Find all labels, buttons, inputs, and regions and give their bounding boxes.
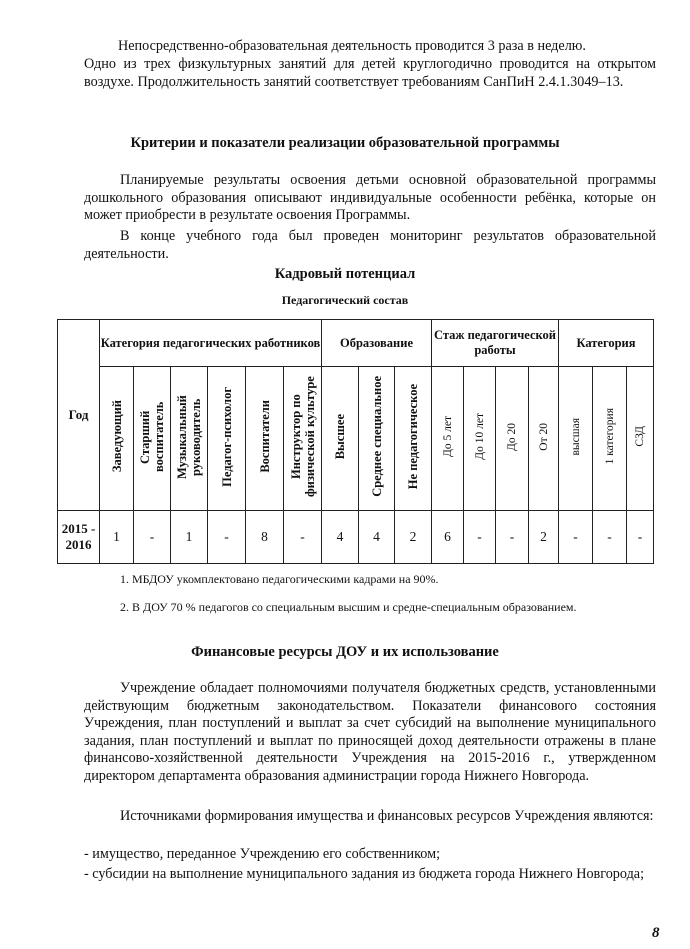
table-cell: - <box>208 511 246 564</box>
table-cell: - <box>464 511 496 564</box>
table-cell: 8 <box>246 511 284 564</box>
table-cell: 2 <box>529 511 559 564</box>
staff-table <box>57 319 654 564</box>
staff-note-1: 1. МБДОУ укомплектовано педагогическими кадрами на 90%. <box>120 572 439 586</box>
staff-subheading: Педагогический состав <box>281 293 409 307</box>
criteria-heading: Критерии и показатели реализации образовательной программы <box>130 135 560 151</box>
col-psychologist: Педагог-психолог <box>208 367 246 511</box>
col-pe-instructor: Инструктор по физической культуре <box>284 367 322 511</box>
group-experience: Стаж педагогической работы <box>432 320 559 367</box>
intro-paragraph: Одно из трех физкультурных занятий для детей круглогодично проводится на открытом воздухе. Продолжительность занятий соответствует требованиям СанПиН 2.4.1.3049–13. <box>84 56 656 90</box>
finance-list-item-1: - имущество, переданное Учреждению его собственником; <box>84 846 441 862</box>
finance-paragraph-2: Источниками формирования имущества и финансовых ресурсов Учреждения являются: <box>120 808 654 824</box>
table-cell: - <box>134 511 171 564</box>
col-first-category: 1 категория <box>593 367 627 511</box>
row-year: 2015 - 2016 <box>58 511 100 564</box>
table-cell: 4 <box>322 511 359 564</box>
col-teachers: Воспитатели <box>246 367 284 511</box>
criteria-paragraph-2: В конце учебного года был проведен мониторинг результатов образовательной деятельности. <box>84 228 656 262</box>
year-header: Год <box>58 320 100 511</box>
table-cell: - <box>627 511 654 564</box>
intro-first-line: Непосредственно-образовательная деятельность проводится 3 раза в неделю. <box>118 38 586 54</box>
criteria-paragraph-1: Планируемые результаты освоения детьми основной образовательной программы дошкольного образования описывают индивидуальные особенности ребёнка, которые он может приобрести в результате освоения Программы. <box>84 172 656 224</box>
finance-paragraph-1: Учреждение обладает полномочиями получателя бюджетных средств, установленными действующим бюджетным законодательством. Показатели финансового состояния Учреждения, план поступлений и выплат за счет субсидий на выполнение муниципального задания, план поступлений и выплат по приносящей доход деятельности отражены в плане финансово-хозяйственной деятельности Учреждения на 2015-2016 г., утвержденном директором департамента образования администрации города Нижнего Новгорода. <box>84 680 656 784</box>
finance-list-item-2: - субсидии на выполнение муниципального задания из бюджета города Нижнего Новгорода; <box>84 866 645 882</box>
staff-note-2: 2. В ДОУ 70 % педагогов со специальным высшим и средне-специальным образованием. <box>120 600 577 614</box>
col-under-10-years: До 10 лет <box>464 367 496 511</box>
group-category-workers: Категория педагогических работников <box>100 320 322 367</box>
group-category: Категория <box>559 320 654 367</box>
table-cell: 1 <box>100 511 134 564</box>
col-szd: СЗД <box>627 367 654 511</box>
table-cell: 4 <box>359 511 395 564</box>
col-music-director: Музыкальный руководитель <box>171 367 208 511</box>
col-head: Заведующий <box>100 367 134 511</box>
col-under-20-years: До 20 <box>496 367 529 511</box>
page-number: 8 <box>652 925 660 941</box>
table-cell: 6 <box>432 511 464 564</box>
table-cell: - <box>593 511 627 564</box>
table-cell: - <box>496 511 529 564</box>
table-cell: 2 <box>395 511 432 564</box>
group-education: Образование <box>322 320 432 367</box>
col-secondary-special: Среднее специальное <box>359 367 395 511</box>
table-cell: - <box>559 511 593 564</box>
table-cell: - <box>284 511 322 564</box>
table-cell: 1 <box>171 511 208 564</box>
col-highest-category: высшая <box>559 367 593 511</box>
col-non-pedagogical: Не педагогическое <box>395 367 432 511</box>
col-higher-education: Высшее <box>322 367 359 511</box>
col-from-20-years: От 20 <box>529 367 559 511</box>
col-senior-teacher: Старший воспитатель <box>134 367 171 511</box>
finance-heading: Финансовые ресурсы ДОУ и их использование <box>191 644 499 660</box>
table-row <box>58 511 654 564</box>
col-under-5-years: До 5 лет <box>432 367 464 511</box>
staff-heading: Кадровый потенциал <box>274 266 416 282</box>
